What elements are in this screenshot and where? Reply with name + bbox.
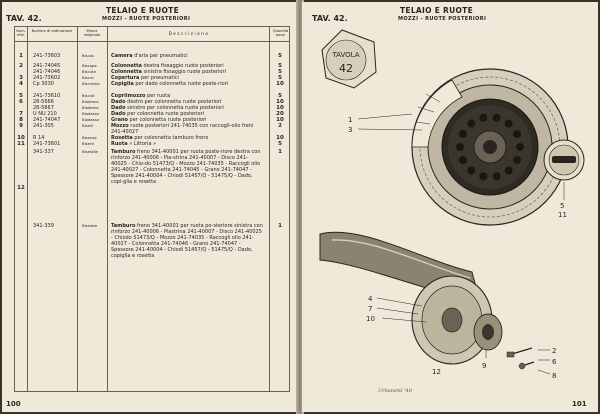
row-description — [111, 223, 263, 259]
row-part-number: 241-73602 — [33, 75, 61, 81]
callout-12: 12 — [432, 368, 441, 376]
row-part-name: Colonnetta — [111, 63, 142, 69]
row-part-detail: ruote posteriori 241-74035 con raccogli-olio freni 241-40027 — [111, 123, 254, 135]
row-part-name: Tamburo — [111, 149, 136, 155]
col-header-qty: Quantità pezzi — [272, 29, 289, 38]
callout-3: 3 — [348, 126, 353, 134]
header-title: TELAIO E RUOTE — [106, 6, 180, 15]
row-code-mark: Biselli — [82, 123, 94, 128]
row-code-mark: Biscute — [82, 69, 96, 74]
row-part-name: Dado — [111, 99, 126, 105]
row-part-number: 28-5666 — [33, 99, 54, 105]
row-part-name: Copriimozzo — [111, 93, 146, 99]
rim-hole — [493, 114, 501, 122]
row-quantity: 5 — [278, 69, 282, 75]
row-part-name: Colonnetta — [111, 69, 142, 75]
row-part-number: 241-74045 — [33, 63, 61, 69]
row-ref-number: 7 — [19, 111, 23, 117]
row-quantity: 10 — [276, 135, 284, 141]
row-part-name: Grano — [111, 117, 128, 123]
row-quantity: 1 — [278, 149, 282, 155]
row-quantity: 5 — [278, 141, 282, 147]
row-description — [111, 53, 263, 59]
row-quantity: 5 — [278, 75, 282, 81]
row-quantity: 10 — [276, 99, 284, 105]
row-part-number: 241-73603 — [33, 53, 61, 59]
rim-hole — [479, 114, 487, 122]
row-quantity: 5 — [278, 63, 282, 69]
row-part-name: Dado — [111, 105, 126, 111]
callout-4: 4 — [368, 295, 373, 303]
rim-hole — [505, 120, 513, 128]
row-part-detail: per dado colonnetta ruote poste-riori — [135, 81, 229, 87]
row-code-mark: Biscope — [82, 63, 97, 68]
row-quantity: 20 — [276, 111, 284, 117]
row-part-detail: destra fissaggio ruote posteriori — [143, 63, 224, 69]
row-ref-number: 10 — [17, 135, 25, 141]
rim-hole — [479, 172, 487, 180]
row-code-mark: Biadasso — [82, 111, 100, 116]
row-ref-number: 1 — [19, 53, 23, 59]
tav-label-right: TAV. 42. — [312, 14, 348, 23]
row-ref-number: 11 — [17, 141, 25, 147]
row-part-detail: sinistro per colonnetta ruote posteriori — [127, 105, 224, 111]
header-subtitle-right: MOZZI - RUOTE POSTERIORI — [398, 16, 487, 22]
callout-2: 2 — [552, 347, 557, 355]
rim-hole — [513, 156, 521, 164]
callout-8: 8 — [552, 372, 557, 380]
row-part-name: Mozzo — [111, 123, 129, 129]
rim-hole — [456, 143, 464, 151]
row-code-mark: Biadamo — [82, 99, 99, 104]
callout-1: 1 — [348, 116, 353, 124]
row-part-detail: sinistra fissaggio ruote posteriori — [143, 69, 226, 75]
rim-hole — [467, 120, 475, 128]
rim-hole — [513, 130, 521, 138]
col-header-pos: Num. rifer. — [16, 29, 26, 38]
left-page — [2, 2, 298, 412]
row-ref-number: 12 — [17, 185, 25, 191]
row-code-mark: Biserti — [82, 141, 95, 146]
row-part-detail: freno 341-40001 per ruota poste-riore destra con rinforzo 241-40006 - Pia-strina 241-40007 - Disco 241-40025 - Chio-do 51473/Q - Mozzo 241-74035 - Raccogli olio 241-40027 - Colonnetta 241-74045 - Grano 241-74047 - Spessore 241-40004 - Chiodi 51457/Q - 51475/Q - Dado, copi-glia e rosetta — [111, 149, 261, 185]
row-part-name: Copertura — [111, 75, 140, 81]
rim-hole — [505, 166, 513, 174]
callout-9: 9 — [482, 362, 487, 370]
row-description — [111, 141, 263, 147]
row-part-detail: « Littoria » — [129, 141, 157, 147]
row-part-number: 241-74047 — [33, 117, 61, 123]
callout-7: 7 — [368, 305, 373, 313]
rim-hole — [459, 156, 467, 164]
header-subtitle: MOZZI - RUOTE POSTERIORI — [102, 16, 191, 22]
row-code-mark: Biscroma — [82, 81, 100, 86]
row-code-mark: Biadasso — [82, 117, 100, 122]
badge-number: 42 — [339, 62, 353, 75]
rim-hole — [516, 143, 524, 151]
row-code-mark: Biademe — [82, 105, 99, 110]
row-quantity: 10 — [276, 117, 284, 123]
row-part-detail: per colonnetta ruote posteriori — [129, 117, 207, 123]
right-page — [302, 2, 598, 412]
row-quantity: 10 — [276, 81, 284, 87]
row-description — [111, 123, 263, 135]
badge-text: TAVOLA — [332, 51, 360, 59]
row-part-number: 28-5667 — [33, 105, 54, 111]
row-code-mark: Bisestre — [82, 223, 98, 228]
bolt-parts — [507, 348, 534, 369]
row-description — [111, 149, 263, 185]
row-code-mark: Biscro — [82, 75, 94, 80]
row-ref-number: 4 — [19, 81, 23, 87]
rim-hole — [467, 166, 475, 174]
row-part-number: Cp 3030 — [33, 81, 54, 87]
page-number-right: 101 — [572, 400, 587, 408]
row-quantity: 1 — [278, 223, 282, 229]
exploded-drawing — [302, 2, 598, 412]
row-quantity: 5 — [278, 53, 282, 59]
row-part-number: 341-337 — [33, 149, 54, 155]
callout-11: 11 — [558, 211, 567, 219]
row-description — [111, 81, 263, 87]
callout-10: 10 — [366, 315, 375, 323]
row-part-number: 241-73610 — [33, 93, 61, 99]
row-part-detail: per ruota — [147, 93, 171, 99]
row-quantity: 10 — [276, 105, 284, 111]
row-part-number: 241-74046 — [33, 69, 61, 75]
row-part-number: 341-339 — [33, 223, 54, 229]
row-part-name: Camera — [111, 53, 133, 59]
rim-hole — [459, 130, 467, 138]
tav-label: TAV. 42. — [6, 14, 42, 23]
row-ref-number: 2 — [19, 63, 23, 69]
row-part-name: Rosetta — [111, 135, 133, 141]
parts-table — [14, 26, 290, 392]
header-title-right: TELAIO E RUOTE — [400, 6, 474, 15]
row-part-number: 241-305 — [33, 123, 54, 129]
row-code-mark: Biscuit — [82, 93, 95, 98]
row-part-number: 241-73601 — [33, 141, 61, 147]
row-code-mark: Biscos — [82, 53, 95, 58]
row-part-detail: per colonnetta tamburo freno — [134, 135, 209, 141]
row-part-detail: destro per colonnetta ruote posteriori — [127, 99, 222, 105]
tavola-badge — [322, 30, 376, 88]
row-part-name: Copiglia — [111, 81, 134, 87]
row-ref-number: 9 — [19, 123, 23, 129]
col-header-desc: Descrizione — [168, 31, 210, 36]
col-header-num: Numero di ordinazione — [31, 29, 73, 33]
row-quantity: 2 — [278, 123, 282, 129]
row-code-mark: Bisestile — [82, 149, 98, 154]
row-part-number: U NU 210 — [33, 111, 57, 117]
tire-drawing — [412, 69, 568, 225]
page-number: 100 — [6, 400, 21, 408]
callout-6: 6 — [552, 358, 557, 366]
hubcap-drawing — [544, 140, 584, 180]
row-ref-number: 8 — [19, 117, 23, 123]
row-part-name: Tamburo — [111, 223, 136, 229]
brake-drum-drawing — [412, 276, 502, 364]
row-quantity: 5 — [278, 93, 282, 99]
artist-signature: Urbanetti '40 — [378, 388, 412, 394]
row-part-number: R 14 — [33, 135, 45, 141]
row-part-name: Dado — [111, 111, 126, 117]
callout-5: 5 — [560, 202, 565, 210]
row-code-mark: Biseuse — [82, 135, 97, 140]
col-header-mark: Marca milgenda — [83, 29, 101, 38]
row-ref-number: 6 — [19, 99, 23, 105]
rim-hole — [493, 172, 501, 180]
row-ref-number: 5 — [19, 93, 23, 99]
row-part-detail: freno 341-40001 per ruota po-steriore sinistra con rinforzo 241-40006 - Piastrina 241-40007 - Disco 241-40025 - Chiodo 51473/Q - Mozzo 241-74035 - Raccogli olio 241-40027 - Colonnetta 241-74046 - Grano 241-74047 - Spessore 241-40004 - Chiodi 51457/Q - 51475/Q - Dado, copiglia e rosetta — [111, 223, 263, 259]
row-part-detail: per colonnetta ruote posteriori — [127, 111, 205, 117]
row-part-detail: per pneumatici — [140, 75, 179, 81]
row-part-detail: d'aria per pneumatici — [134, 53, 188, 59]
row-part-name: Ruota — [111, 141, 128, 147]
row-ref-number: 3 — [19, 75, 23, 81]
